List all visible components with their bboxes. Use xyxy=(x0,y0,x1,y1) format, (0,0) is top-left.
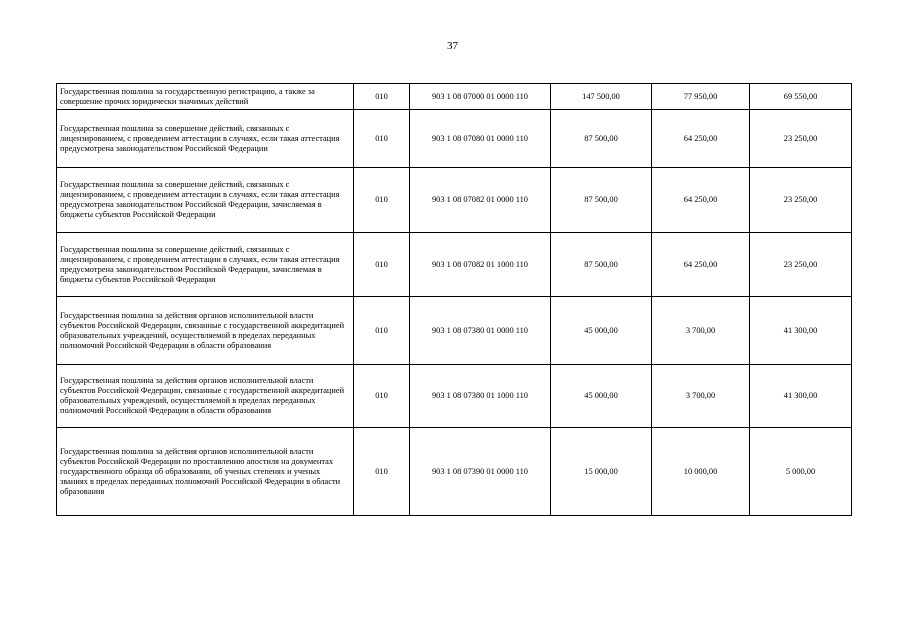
row-kbk-cell: 903 1 08 07080 01 0000 110 xyxy=(410,110,551,168)
row-value-2-cell: 64 250,00 xyxy=(652,233,750,297)
row-kbk-cell: 903 1 08 07082 01 1000 110 xyxy=(410,233,551,297)
row-kbk-cell: 903 1 08 07380 01 0000 110 xyxy=(410,297,551,365)
table-row xyxy=(57,428,852,516)
row-value-2-cell: 64 250,00 xyxy=(652,168,750,233)
row-value-2-cell: 77 950,00 xyxy=(652,84,750,110)
row-value-1-cell: 87 500,00 xyxy=(551,168,652,233)
row-code-cell: 010 xyxy=(354,297,410,365)
row-value-3-cell: 41 300,00 xyxy=(750,365,852,428)
row-code-cell: 010 xyxy=(354,168,410,233)
row-value-2-cell: 3 700,00 xyxy=(652,297,750,365)
row-name-cell: Государственная пошлина за совершение действий, связанных с лицензированием, с проведением аттестации в случаях, если такая аттестация предусмотрена законодательством Российской Федерации, зачисляемая в бюджеты субъектов Российской Федерации xyxy=(57,233,354,297)
row-code-cell: 010 xyxy=(354,365,410,428)
row-kbk-cell: 903 1 08 07000 01 0000 110 xyxy=(410,84,551,110)
row-value-1-cell: 45 000,00 xyxy=(551,365,652,428)
budget-revenue-table xyxy=(56,83,852,516)
row-name-cell: Государственная пошлина за совершение действий, связанных с лицензированием, с проведением аттестации в случаях, если такая аттестация предусмотрена законодательством Российской Федерации xyxy=(57,110,354,168)
table-row xyxy=(57,84,852,110)
row-value-2-cell: 10 000,00 xyxy=(652,428,750,516)
row-code-cell: 010 xyxy=(354,110,410,168)
table-row xyxy=(57,110,852,168)
table-row xyxy=(57,365,852,428)
table-row xyxy=(57,233,852,297)
row-value-1-cell: 87 500,00 xyxy=(551,110,652,168)
row-value-3-cell: 41 300,00 xyxy=(750,297,852,365)
row-value-1-cell: 45 000,00 xyxy=(551,297,652,365)
row-value-3-cell: 23 250,00 xyxy=(750,168,852,233)
row-name-cell: Государственная пошлина за совершение действий, связанных с лицензированием, с проведением аттестации в случаях, если такая аттестация предусмотрена законодательством Российской Федерации, зачисляемая в бюджеты субъектов Российской Федерации xyxy=(57,168,354,233)
row-value-1-cell: 15 000,00 xyxy=(551,428,652,516)
row-kbk-cell: 903 1 08 07380 01 1000 110 xyxy=(410,365,551,428)
row-value-1-cell: 87 500,00 xyxy=(551,233,652,297)
table-row xyxy=(57,168,852,233)
row-kbk-cell: 903 1 08 07390 01 0000 110 xyxy=(410,428,551,516)
row-value-3-cell: 23 250,00 xyxy=(750,233,852,297)
row-value-2-cell: 3 700,00 xyxy=(652,365,750,428)
row-name-cell: Государственная пошлина за действия органов исполнительной власти субъектов Российской Федерации по проставлению апостиля на документах государственного образца об образовании, об ученых степенях и ученых званиях в пределах переданных полномочий Российской Федерации в области образования xyxy=(57,428,354,516)
row-name-cell: Государственная пошлина за государственную регистрацию, а также за совершение прочих юридически значимых действий xyxy=(57,84,354,110)
row-name-cell: Государственная пошлина за действия органов исполнительной власти субъектов Российской Федерации, связанные с государственной аккредитацией образовательных учреждений, осуществляемой в пределах переданных полномочий Российской Федерации в области образования xyxy=(57,365,354,428)
row-code-cell: 010 xyxy=(354,428,410,516)
row-value-3-cell: 69 550,00 xyxy=(750,84,852,110)
table-row xyxy=(57,297,852,365)
row-value-3-cell: 5 000,00 xyxy=(750,428,852,516)
row-code-cell: 010 xyxy=(354,84,410,110)
page-number: 37 xyxy=(447,40,458,52)
row-value-2-cell: 64 250,00 xyxy=(652,110,750,168)
row-value-1-cell: 147 500,00 xyxy=(551,84,652,110)
row-kbk-cell: 903 1 08 07082 01 0000 110 xyxy=(410,168,551,233)
row-value-3-cell: 23 250,00 xyxy=(750,110,852,168)
row-name-cell: Государственная пошлина за действия органов исполнительной власти субъектов Российской Федерации, связанные с государственной аккредитацией образовательных учреждений, осуществляемой в пределах переданных полномочий Российской Федерации в области образования xyxy=(57,297,354,365)
row-code-cell: 010 xyxy=(354,233,410,297)
